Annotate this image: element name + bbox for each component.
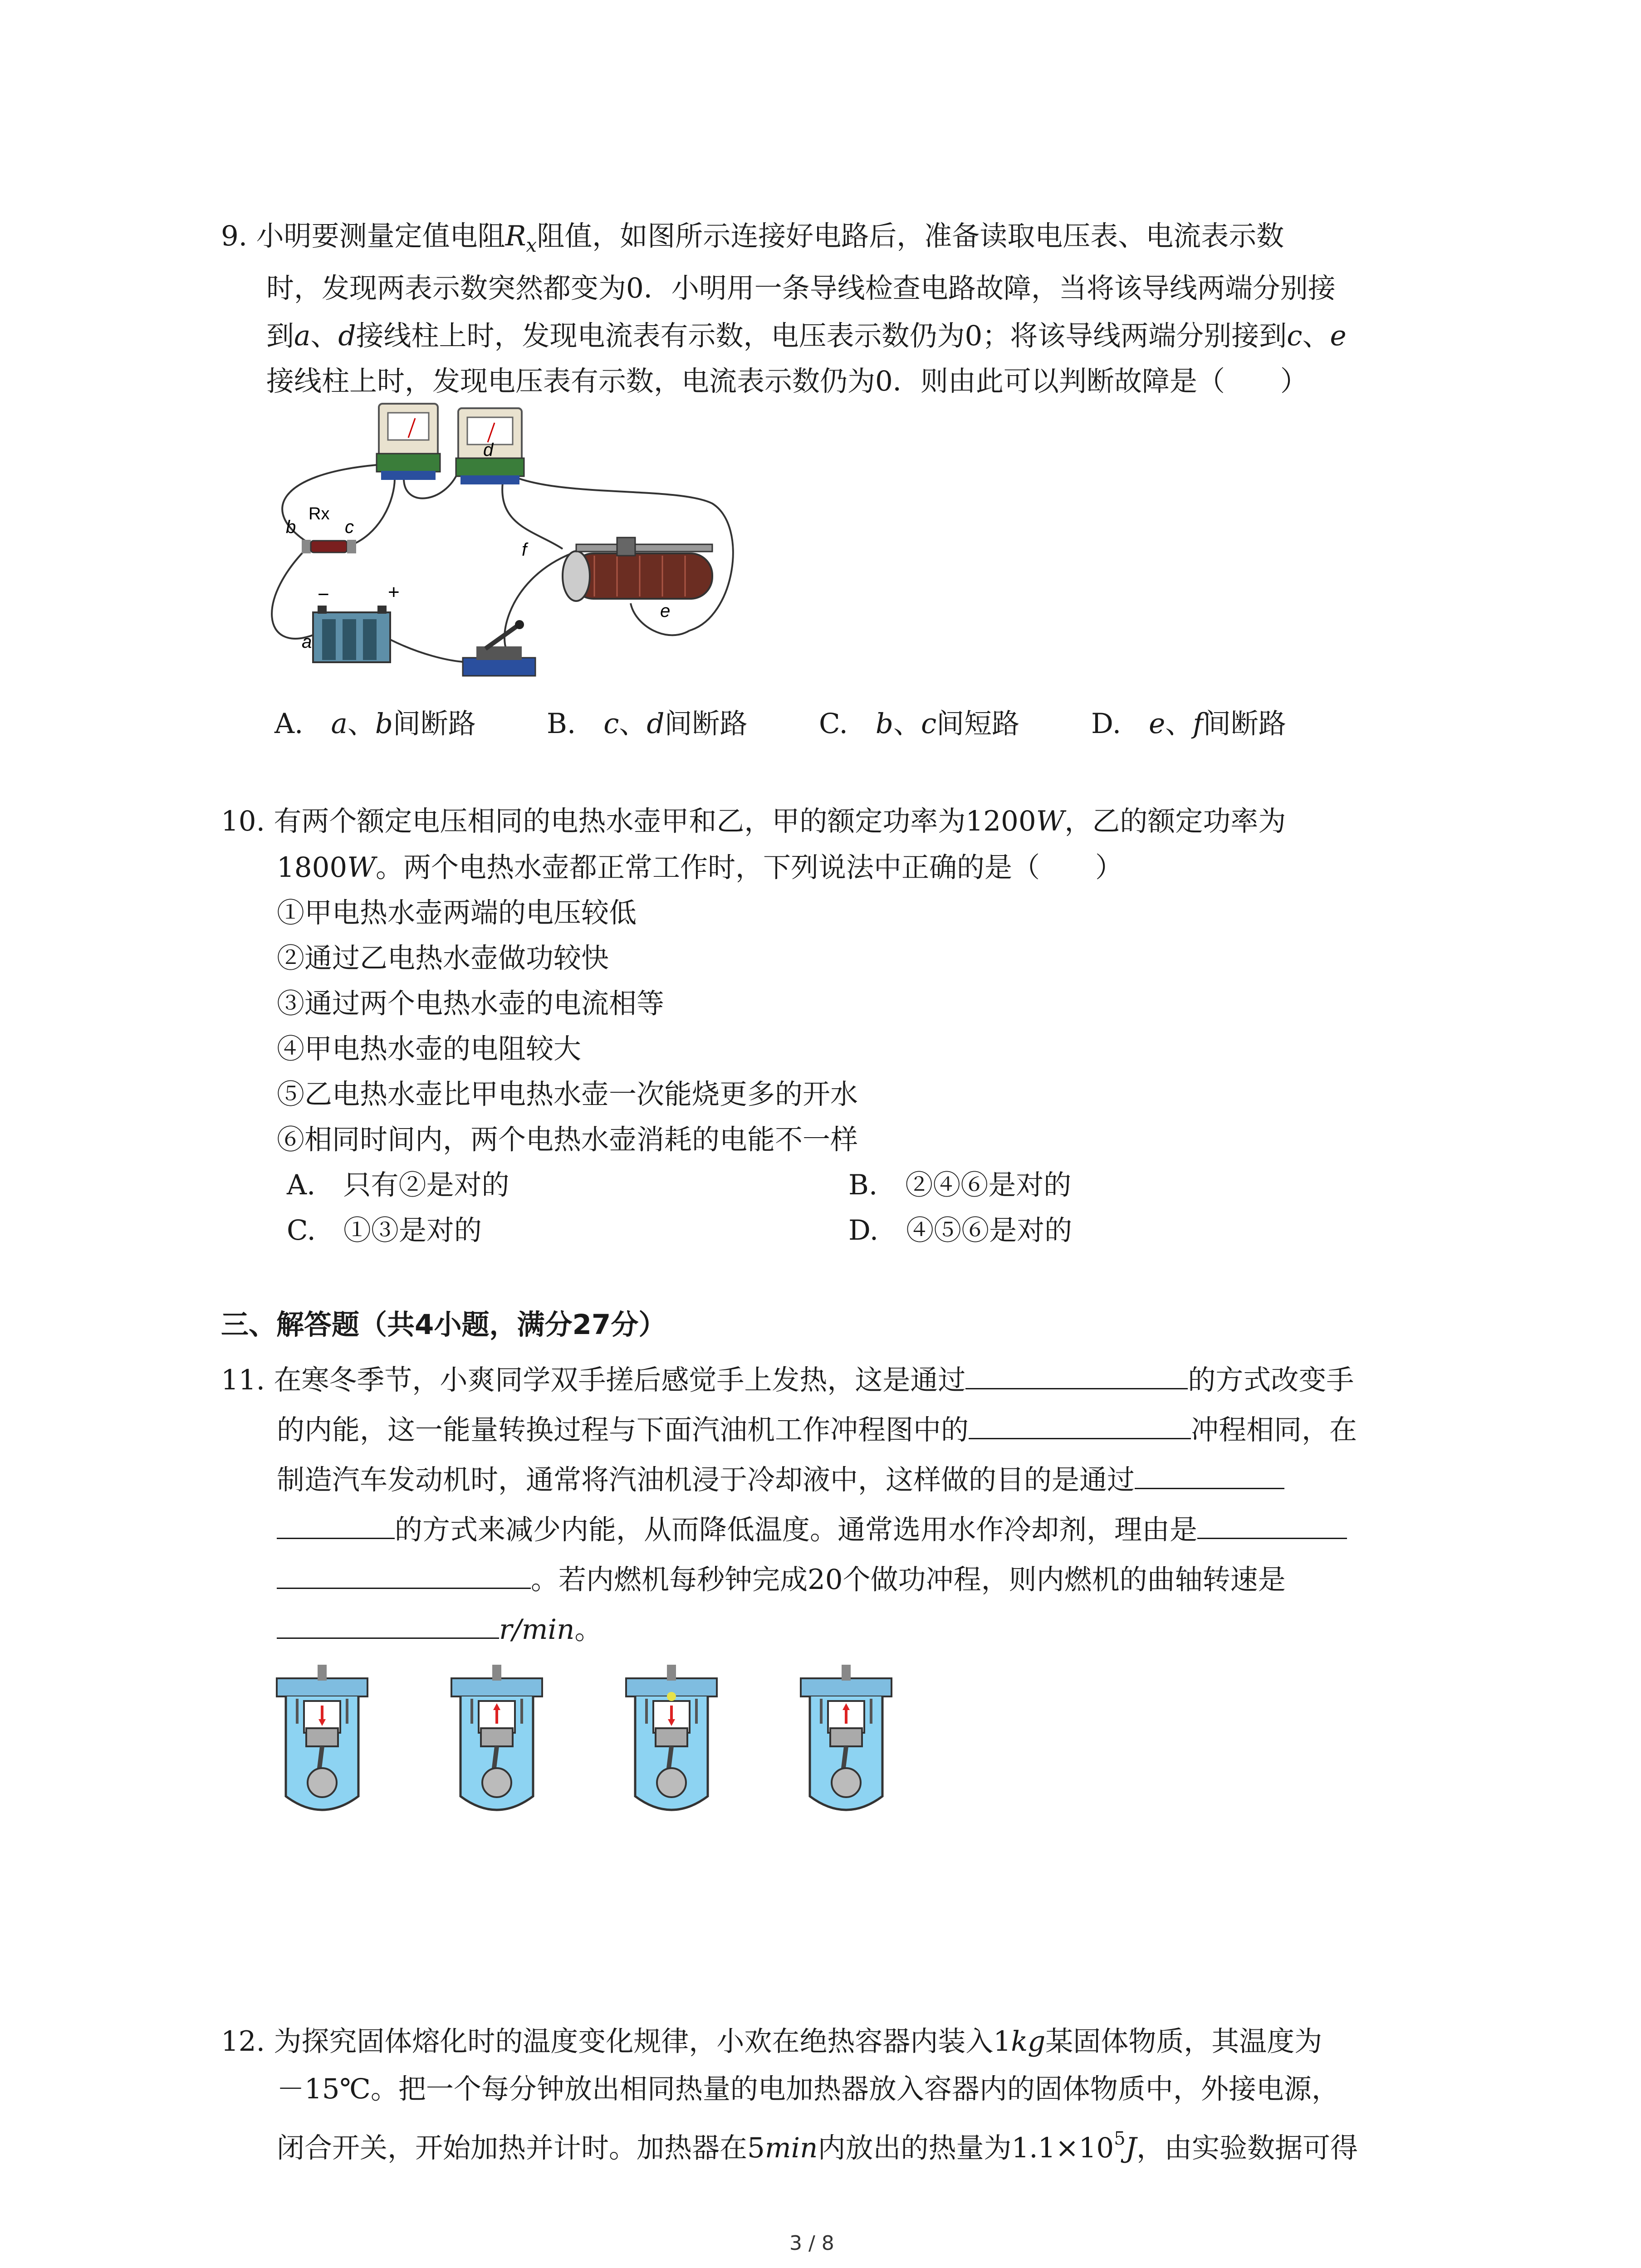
q10-item-5: ⑤乙电热水壶比甲电热水壶一次能烧更多的开水 [277, 1078, 858, 1110]
q10-option-a[interactable]: A. 只有②是对的 [287, 1169, 509, 1201]
section-heading: 三、解答题（共4小题，满分27分） [221, 1309, 666, 1341]
q9-option-c[interactable]: C. b、c间短路 [819, 708, 1020, 740]
q9-sep: 、 [1302, 320, 1330, 352]
q10-unit: W [1036, 805, 1065, 837]
q10-option-c[interactable]: C. ①③是对的 [287, 1214, 482, 1246]
circuit-figure [259, 399, 794, 708]
q11-text: 的方式改变手 [1188, 1364, 1354, 1396]
q9-option-b[interactable]: B. c、d间断路 [547, 708, 748, 740]
q10-number: 10. [221, 805, 265, 837]
label-c: c [345, 517, 354, 537]
label-f: f [522, 540, 527, 560]
q9-line3 [266, 313, 1347, 359]
ammeter [377, 404, 440, 480]
q9-number: 9. [221, 220, 248, 252]
q11-line6: r/min。 [277, 1606, 602, 1652]
q11-line3: 制造汽车发动机时，通常将汽油机浸于冷却液中，这样做的目的是通过 [277, 1456, 1284, 1503]
battery [313, 606, 390, 662]
label-b: b [286, 517, 296, 537]
resistor-rx [302, 540, 356, 553]
label-plus: + [388, 581, 400, 603]
q10-text: ，乙的额定功率为 [1064, 805, 1286, 837]
q9-line4: 接线柱上时，发现电压表有示数，电流表示数仍为0．则由此可以判断故障是（ ） [266, 365, 1308, 397]
q11-text: 在寒冬季节，小爽同学双手搓后感觉手上发热，这是通过 [274, 1364, 966, 1396]
q9-sep: 、 [310, 320, 338, 352]
q12-unit-kg: kg [1011, 2025, 1046, 2058]
q9-line2: 时，发现两表示数突然都变为0．小明用一条导线检查电路故障，当将该导线两端分别接 [266, 272, 1336, 304]
q10-text: 有两个额定电压相同的电热水壶甲和乙，甲的额定功率为1200 [274, 805, 1036, 837]
answer-blank-4b[interactable] [277, 1556, 531, 1589]
q10-line2: 1800W。两个电热水壶都正常工作时，下列说法中正确的是（ ） [277, 851, 1123, 884]
label-rx: Rx [309, 504, 330, 523]
label-e: e [660, 601, 671, 621]
q10-item-4: ④甲电热水壶的电阻较大 [277, 1033, 582, 1065]
engine-stroke-1 [277, 1665, 367, 1810]
q9-text: 到 [266, 320, 294, 352]
q10-item-3: ③通过两个电热水壶的电流相等 [277, 987, 665, 1020]
answer-blank-2[interactable] [969, 1406, 1191, 1439]
q10-line1 [221, 798, 1286, 844]
q9-var-R: R [505, 220, 526, 252]
q9-text: 小明要测量定值电阻 [256, 220, 505, 252]
q10-item-6: ⑥相同时间内，两个电热水壶消耗的电能不一样 [277, 1124, 858, 1156]
q9-var-x: x [526, 234, 537, 256]
q10-option-b[interactable]: B. ②④⑥是对的 [848, 1169, 1072, 1201]
q11-line5: 。若内燃机每秒钟完成20个做功冲程，则内燃机的曲轴转速是 [277, 1556, 1286, 1603]
switch [463, 620, 535, 676]
q9-var-a: a [294, 320, 311, 352]
q9-line1 [221, 213, 1284, 268]
q10-option-d[interactable]: D. ④⑤⑥是对的 [848, 1214, 1073, 1246]
q12-line1 [221, 2019, 1322, 2064]
q9-var-d: d [338, 320, 356, 352]
q12-line3: 闭合开关，开始加热并计时。加热器在5min内放出的热量为$1.1\times 10^5J$，由实验数据可得 [277, 2128, 1358, 2164]
q9-text: 阻值，如图所示连接好电路后，准备读取电压表、电流表示数 [537, 220, 1284, 252]
q9-text: 接线柱上时，发现电流表有示数，电压表示数仍为0；将该导线两端分别接到 [356, 320, 1287, 352]
q12-number: 12. [221, 2025, 265, 2058]
q11-line1 [221, 1356, 1354, 1403]
q12-text: 某固体物质，其温度为 [1045, 2025, 1323, 2058]
q11-line4: 的方式来减少内能，从而降低温度。通常选用水作冷却剂，理由是 [277, 1506, 1347, 1553]
q9-option-a[interactable]: A. a、b间断路 [274, 708, 476, 740]
engine-stroke-3 [626, 1665, 717, 1810]
answer-blank-1[interactable] [965, 1356, 1188, 1389]
q11-unit: r/min [499, 1613, 575, 1646]
engine-stroke-2 [451, 1665, 542, 1810]
q11-number: 11. [221, 1364, 265, 1396]
engine-stroke-4 [801, 1665, 892, 1810]
q9-var-e: e [1330, 320, 1347, 352]
rheostat [563, 538, 712, 601]
label-minus: − [318, 583, 329, 606]
engine-strokes-figure [272, 1660, 916, 1828]
q10-item-2: ②通过乙电热水壶做功较快 [277, 942, 609, 974]
answer-blank-3b[interactable] [277, 1506, 395, 1539]
q12-text: 为探究固体熔化时的温度变化规律，小欢在绝热容器内装入1 [274, 2025, 1011, 2058]
q9-var-c: c [1287, 320, 1303, 352]
q9-option-d[interactable]: D. e、f间断路 [1091, 708, 1286, 740]
page-number: 3 / 8 [789, 2232, 834, 2255]
answer-blank-3a[interactable] [1135, 1456, 1284, 1489]
label-a: a [302, 632, 312, 652]
q10-item-1: ①甲电热水壶两端的电压较低 [277, 897, 637, 929]
q11-line2: 的内能，这一能量转换过程与下面汽油机工作冲程图中的 冲程相同，在 [277, 1406, 1357, 1453]
answer-blank-4a[interactable] [1197, 1506, 1347, 1539]
q12-line2: －15℃。把一个每分钟放出相同热量的电加热器放入容器内的固体物质中，外接电源， [277, 2073, 1339, 2105]
answer-blank-5[interactable] [277, 1606, 499, 1639]
label-d: d [483, 440, 494, 460]
